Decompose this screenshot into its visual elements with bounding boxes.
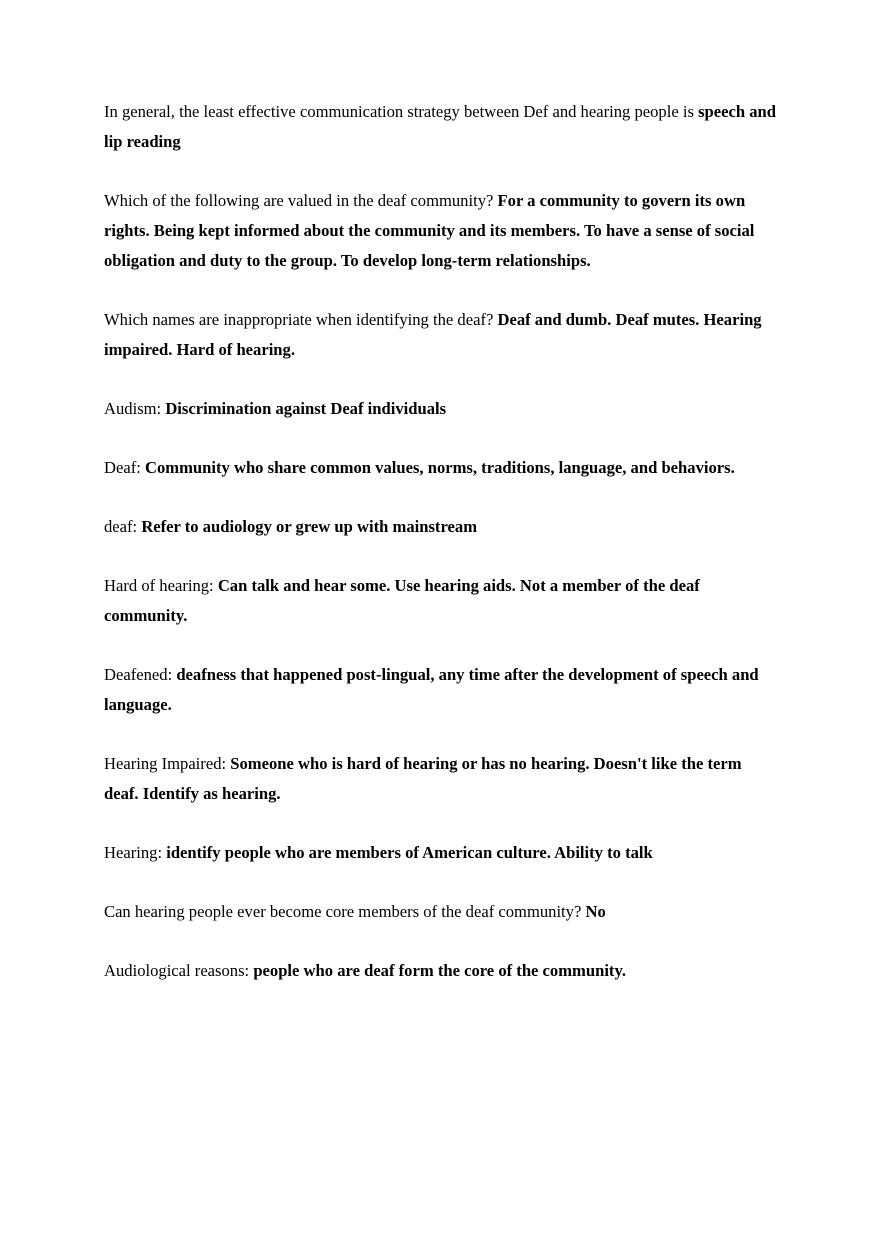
entry-deafened [104,660,780,720]
entry-hard-of-hearing [104,571,780,631]
entry-communication-strategy [104,97,780,157]
entry-question: Deaf: [104,458,145,477]
entry-question: Which of the following are valued in the deaf community? [104,191,498,210]
entry-question: Hearing: [104,843,167,862]
entry-answer: No [585,902,606,921]
entry-question: Can hearing people ever become core members of the deaf community? [104,902,586,921]
entry-answer: people who are deaf form the core of the community. [253,961,626,980]
entry-inappropriate-names [104,305,780,365]
entry-audism [104,394,780,424]
entry-answer: speech and lip reading [104,102,776,151]
entry-question: Deafened: [104,665,177,684]
entry-question: Audiological reasons: [104,961,254,980]
entry-answer: Can talk and hear some. Use hearing aids. Not a member of the deaf community. [104,576,700,625]
entry-question: deaf: [104,517,142,536]
entry-answer: deafness that happened post-lingual, any time after the development of speech and language. [104,665,759,714]
entry-hearing-core-members [104,897,780,927]
entry-deaf-community-values [104,186,780,276]
entry-answer: Someone who is hard of hearing or has no hearing. Doesn't like the term deaf. Identify as hearing. [104,754,742,803]
entry-answer: Discrimination against Deaf individuals [165,399,447,418]
entry-question: Hard of hearing: [104,576,218,595]
entry-audiological-reasons [104,956,780,986]
entry-question: Hearing Impaired: [104,754,231,773]
entry-question: Audism: [104,399,166,418]
entry-question: Which names are inappropriate when identifying the deaf? [104,310,498,329]
entry-hearing-impaired [104,749,780,809]
entry-answer: Community who share common values, norms, traditions, language, and behaviors. [145,458,735,477]
entry-deaf-lowercase [104,512,780,542]
entry-question: In general, the least effective communication strategy between Def and hearing people is [104,102,699,121]
entry-answer: For a community to govern its own rights. Being kept informed about the community and its members. To have a sense of social obligation and duty to the group. To develop long-term relationships. [104,191,755,270]
entry-answer: identify people who are members of American culture. Ability to talk [166,843,653,862]
entry-answer: Refer to audiology or grew up with mainstream [141,517,478,536]
entry-hearing [104,838,780,868]
entry-deaf-capital [104,453,780,483]
entry-answer: Deaf and dumb. Deaf mutes. Hearing impaired. Hard of hearing. [104,310,762,359]
